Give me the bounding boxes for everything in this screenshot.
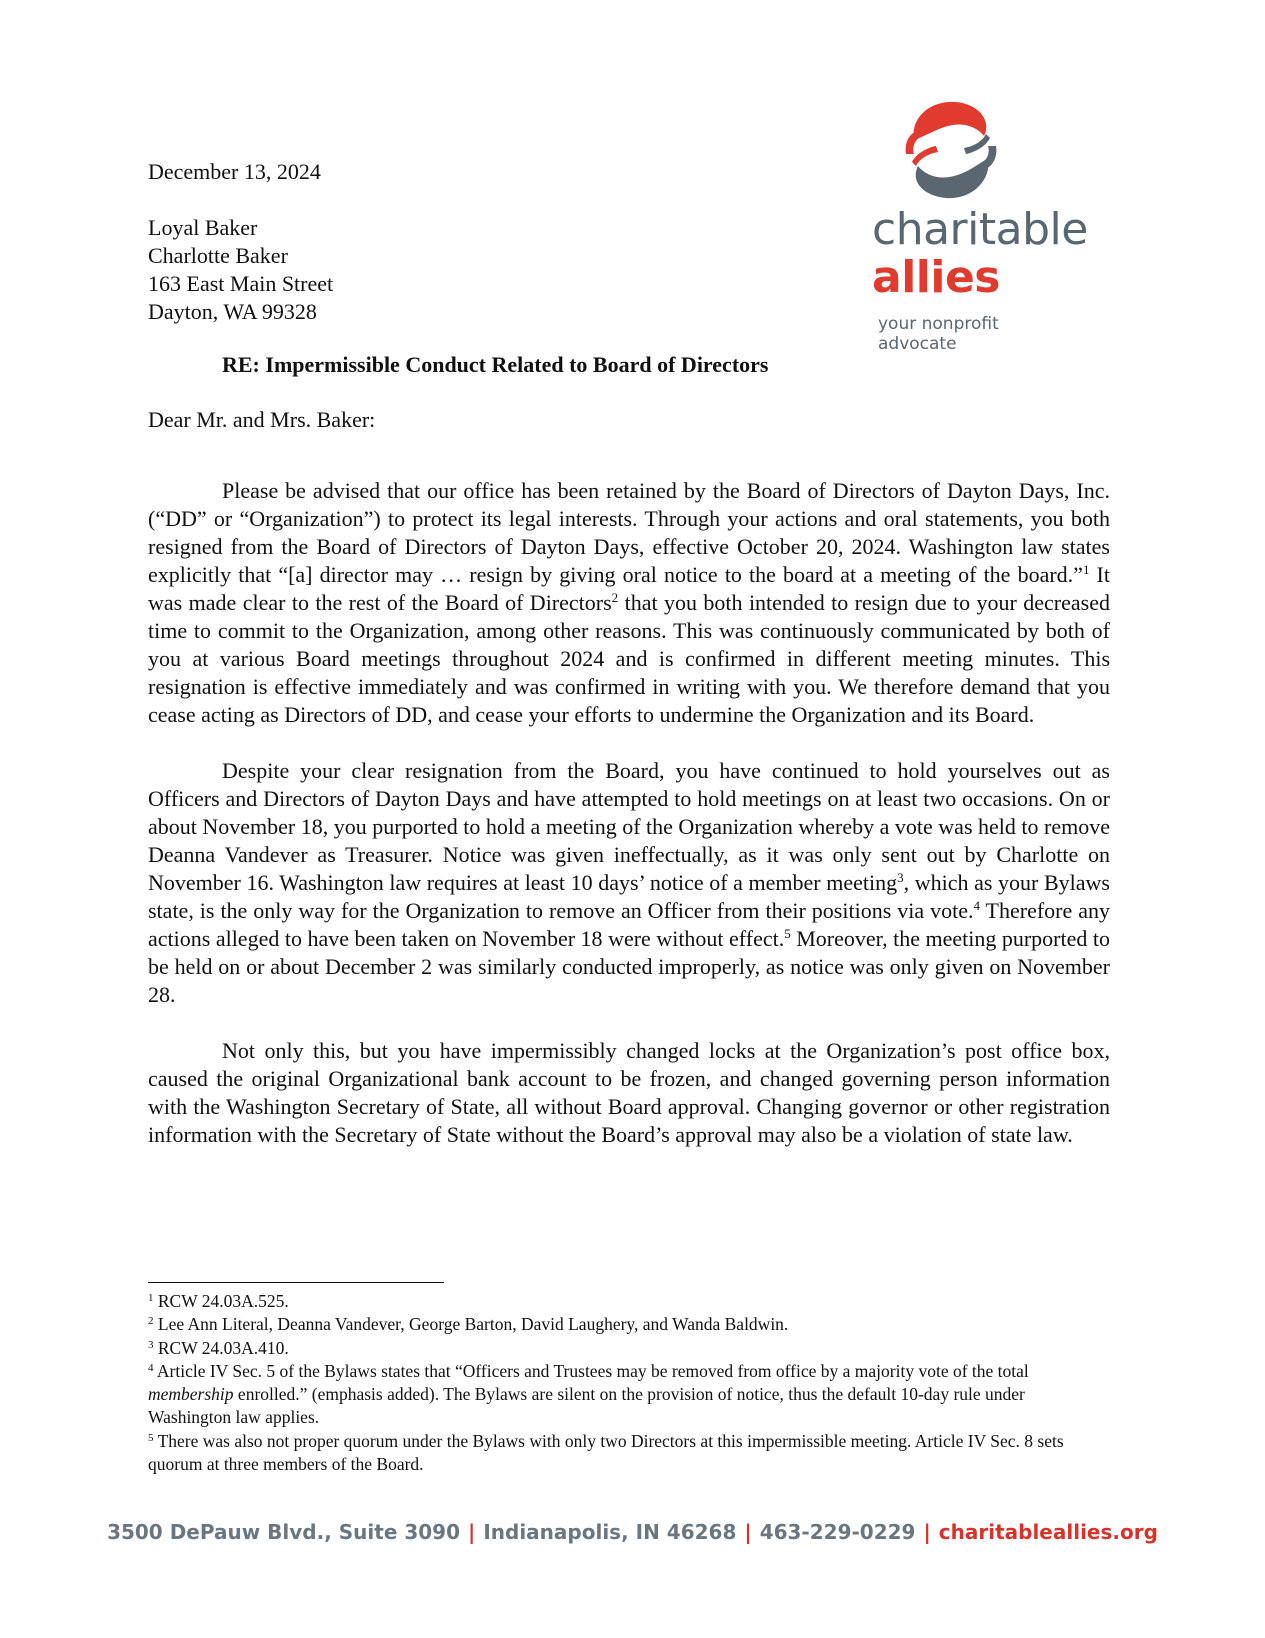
footnotes [148,1290,1110,1476]
recipient-line-4: Dayton, WA 99328 [148,299,317,324]
letter-body [148,477,1110,1177]
footnote-2: $^2$ Lee Ann Literal, Deanna Vandever, George Barton, David Laughery, and Wanda Baldwin. [148,1314,789,1335]
footer-separator: | [468,1520,476,1544]
footnote-ref-4: 4 [973,898,980,913]
footer-separator: | [744,1520,752,1544]
subject-line: RE: Impermissible Conduct Related to Board of Directors [222,352,769,377]
recipient-line-2: Charlotte Baker [148,243,288,268]
salutation: Dear Mr. and Mrs. Baker: [148,407,376,432]
footnote-ref-5: 5 [784,926,791,941]
footnote-ref-3: 3 [897,870,904,885]
recipient-line-1: Loyal Baker [148,215,258,240]
hands-heart-icon [896,96,1006,206]
footnote-divider [148,1282,444,1283]
footer-separator: | [923,1520,931,1544]
footnote-1: $^1$ RCW 24.03A.525. [148,1291,289,1311]
footnote-ref-1: 1 [1082,562,1090,577]
footer-website-link[interactable]: charitableallies.org [938,1520,1158,1544]
body-paragraph-3: Not only this, but you have impermissibly changed locks at the Organization’s post office box, caused the original Organizational bank account to be frozen, and changed governing person information with the Washington Secretary of State, all without Board approval. Changing governor or other registration information with the Secretary of State without the Board’s approval may also be a violation of state law. [148,1038,1110,1147]
body-paragraph-2: Despite your clear resignation from the Board, you have continued to hold yourselves out as Officers and Directors of Dayton Days and have attempted to hold meetings on at least two occasions. On or about November 18, you purported to hold a meeting of the Organization whereby a vote was held to remove Deanna Vandever as Treasurer. Notice was given ineffectually, as it was only sent out by Charlotte on November 16. Washington law requires at least 10 days’ notice of a member meeting$^3$, which as your Bylaws state, is the only way for the Organization to remove an Officer from their positions via vote.$^4$ Therefore any actions alleged to have been taken on November 18 were without effect.$^5$ Moreover, the meeting purported to be held on or about December 2 was similarly conducted improperly, as notice was only given on November 28. [148,758,1110,1007]
logo-tagline: your nonprofit advocate [878,314,999,354]
letter-date: December 13, 2024 [148,159,321,184]
footnote-3: $^3$ RCW 24.03A.410. [148,1337,289,1358]
footnote-ref-2: 2 [611,590,619,605]
logo-word-charitable: charitable [872,204,1088,255]
logo-word-allies: allies [872,252,1000,303]
letterhead-footer [0,1520,1265,1544]
footer-address: 3500 DePauw Blvd., Suite 3090 [107,1520,461,1544]
footnote-4: $^4$ Article IV Sec. 5 of the Bylaws states that “Officers and Trustees may be removed from office by a majority vote of the total membership enrolled.” (emphasis added). The Bylaws are silent on the provision of notice, thus the default 10-day rule under Washington law applies. [148,1360,1029,1428]
body-paragraph-1: Please be advised that our office has been retained by the Board of Directors of Dayton Days, Inc. (“DD” or “Organization”) to protect its legal interests. Through your actions and oral statements, you both resigned from the Board of Directors of Dayton Days, effective October 20, 2024. Washington law states explicitly that “[a] director may … resign by giving oral notice to the board at a meeting of the board.”$^1$ It was made clear to the rest of the Board of Directors$^2$ that you both intended to resign due to your decreased time to commit to the Organization, among other reasons. This was continuously communicated by both of you at various Board meetings throughout 2024 and is confirmed in different meeting minutes. This resignation is effective immediately and was confirmed in writing with you. We therefore demand that you cease acting as Directors of DD, and cease your efforts to undermine the Organization and its Board. [148,478,1110,727]
charitable-allies-logo [872,96,1112,366]
footnote-5: $^5$ There was also not proper quorum under the Bylaws with only two Directors at this impermissible meeting. Article IV Sec. 8 sets quorum at three members of the Board. [148,1430,1064,1475]
recipient-line-3: 163 East Main Street [148,271,334,296]
footer-phone: 463-229-0229 [759,1520,916,1544]
footer-city: Indianapolis, IN 46268 [483,1520,737,1544]
